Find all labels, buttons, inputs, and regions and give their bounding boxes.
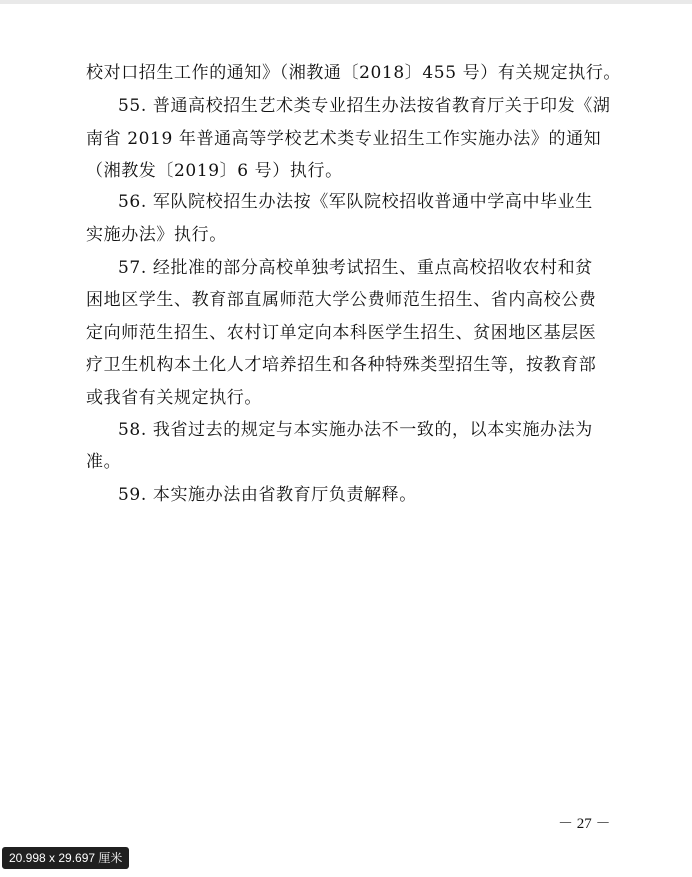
text-line: 准。	[86, 452, 122, 472]
text-line: 58. 我省过去的规定与本实施办法不一致的，以本实施办法为	[118, 420, 593, 440]
text-line: 定向师范生招生、农村订单定向本科医学生招生、贫困地区基层医	[86, 323, 597, 343]
text-line: 南省 2019 年普通高等学校艺术类专业招生工作实施办法》的通知	[86, 129, 602, 149]
text-line: 59. 本实施办法由省教育厅负责解释。	[118, 485, 417, 505]
text-line: 57. 经批准的部分高校单独考试招生、重点高校招收农村和贫	[118, 258, 593, 278]
text-line: 55. 普通高校招生艺术类专业招生办法按省教育厅关于印发《湖	[118, 96, 611, 116]
text-line: 困地区学生、教育部直属师范大学公费师范生招生、省内高校公费	[86, 290, 597, 310]
text-line: 56. 军队院校招生办法按《军队院校招收普通中学高中毕业生	[118, 192, 593, 212]
text-line: 疗卫生机构本土化人才培养招生和各种特殊类型招生等，按教育部	[86, 355, 597, 375]
text-line: 或我省有关规定执行。	[86, 388, 262, 408]
text-line: （湘教发〔2019〕6 号）执行。	[86, 161, 343, 181]
text-line: 实施办法》执行。	[86, 225, 227, 245]
text-line: 校对口招生工作的通知》（湘教通〔2018〕455 号）有关规定执行。	[86, 63, 622, 83]
dimension-badge: 20.998 x 29.697 厘米	[2, 847, 129, 869]
page-number: － 27 －	[558, 816, 611, 832]
